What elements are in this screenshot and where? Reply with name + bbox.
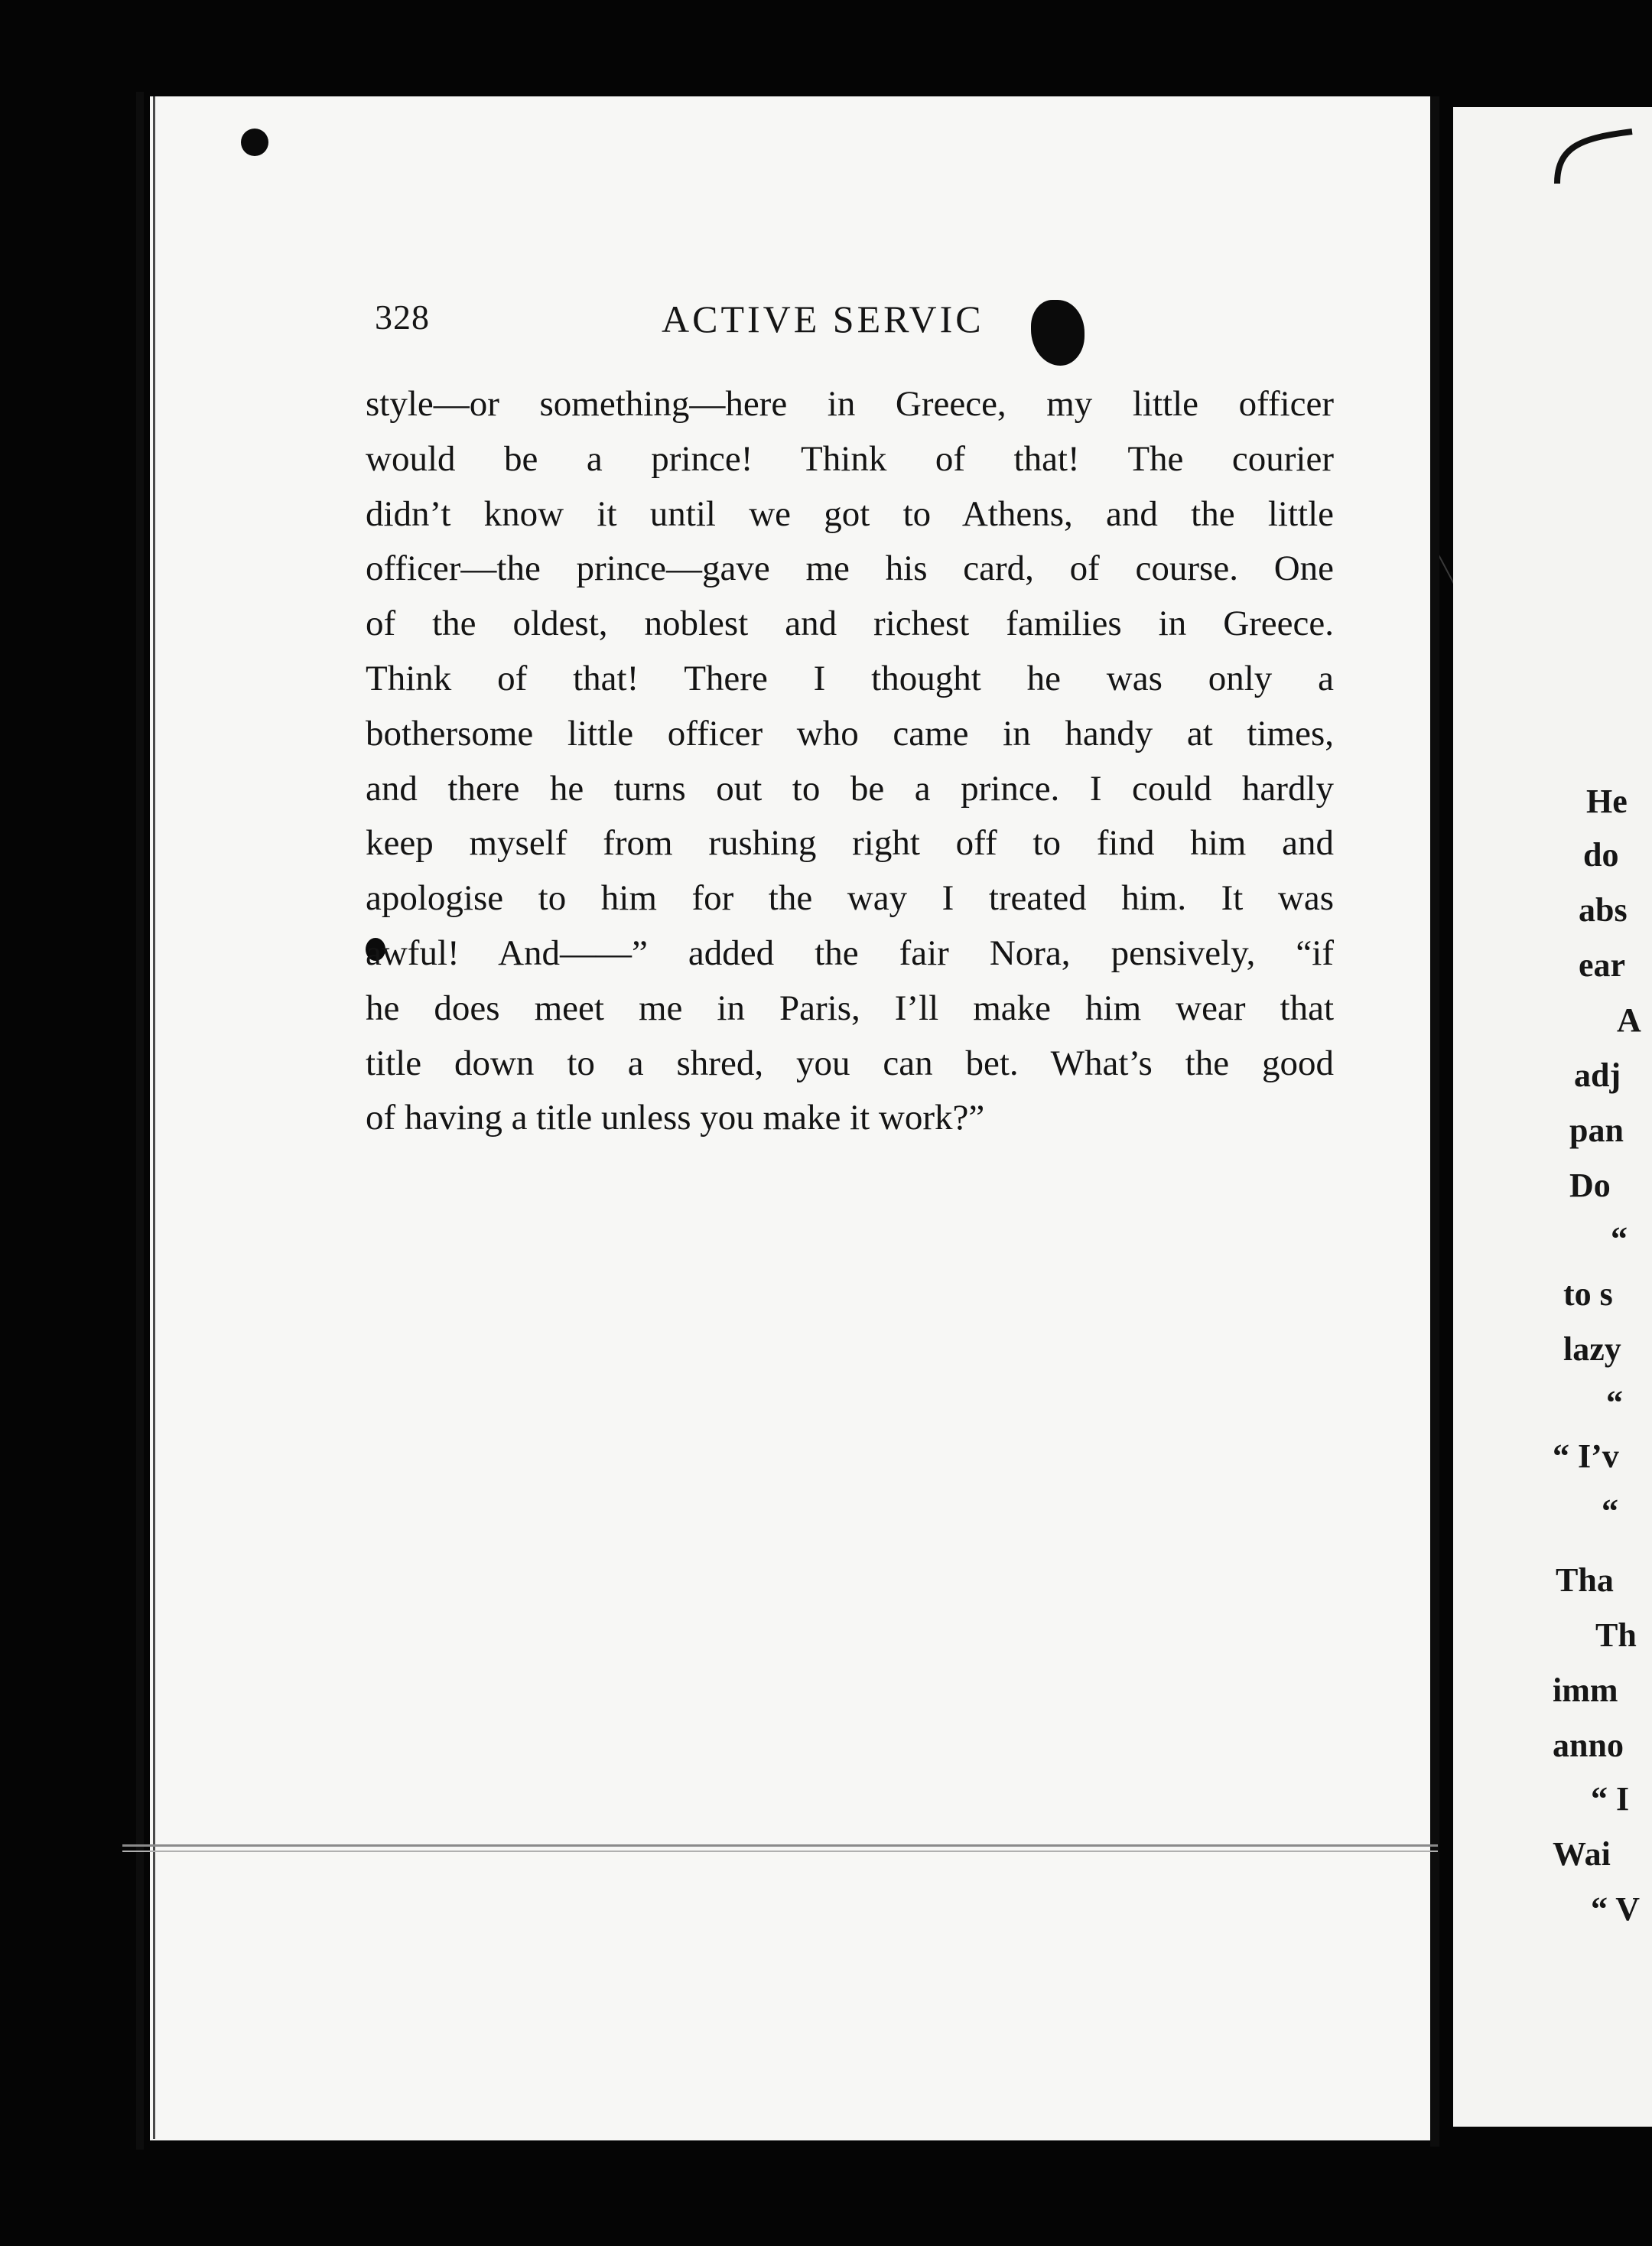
text-line: would be a prince! Think of that! The courier xyxy=(366,438,1334,479)
page-number: 328 xyxy=(375,298,430,337)
facing-fragment: He xyxy=(1586,783,1628,820)
facing-fragment: do xyxy=(1583,836,1619,874)
left-binding-line xyxy=(136,92,144,2150)
text-line: of having a title unless you make it work?” xyxy=(366,1098,985,1138)
facing-fragment: “ I’v xyxy=(1553,1437,1619,1475)
page-bottom-rule xyxy=(122,1844,1438,1847)
text-line: he does meet me in Paris, I’ll make him wear that xyxy=(366,988,1334,1028)
facing-fragment: anno xyxy=(1553,1727,1624,1764)
facing-fragment: “ I xyxy=(1591,1780,1630,1818)
page-bottom-rule-2 xyxy=(122,1851,1438,1852)
text-line: officer—the prince—gave me his card, of course. One xyxy=(366,548,1334,589)
ink-speck xyxy=(241,129,268,156)
text-line: didn’t know it until we got to Athens, and the little xyxy=(366,493,1334,534)
gutter-line xyxy=(1430,96,1439,2147)
facing-fragment: Th xyxy=(1595,1616,1637,1654)
facing-fragment: abs xyxy=(1579,891,1628,929)
text-line: of the oldest, noblest and richest families in Greece. xyxy=(366,604,1334,644)
left-binding-line-thin xyxy=(153,96,155,2139)
running-head: ACTIVE SERVIC xyxy=(662,298,984,340)
text-line: bothersome little officer who came in handy at times, xyxy=(366,713,1334,754)
text-line: Think of that! There I thought he was only a xyxy=(366,658,1334,698)
text-line: awful! And——” added the fair Nora, pensively, “if xyxy=(366,933,1334,973)
text-line: and there he turns out to be a prince. I could hardly xyxy=(366,768,1334,809)
facing-fragment: “ V xyxy=(1591,1890,1640,1928)
facing-fragment: pan xyxy=(1569,1112,1624,1149)
facing-fragment: Do xyxy=(1569,1167,1611,1204)
facing-fragment: A xyxy=(1617,1001,1641,1039)
facing-fragment: Wai xyxy=(1553,1835,1611,1873)
facing-fragment: “ xyxy=(1611,1220,1628,1258)
text-line: apologise to him for the way I treated him. It was xyxy=(366,878,1334,919)
facing-fragment: adj xyxy=(1574,1056,1621,1094)
text-line: title down to a shred, you can bet. What’s the good xyxy=(366,1043,1334,1083)
facing-fragment: imm xyxy=(1553,1671,1618,1709)
body-text xyxy=(366,377,1334,1146)
facing-fragment: ear xyxy=(1579,946,1626,984)
facing-fragment: Tha xyxy=(1556,1561,1614,1599)
facing-fragment: lazy xyxy=(1563,1330,1621,1368)
facing-fragment: “ xyxy=(1606,1384,1623,1421)
text-line: keep myself from rushing right off to find him and xyxy=(366,823,1334,864)
ornament-icon xyxy=(1553,122,1632,191)
facing-fragment: to s xyxy=(1563,1275,1613,1313)
facing-fragment: “ xyxy=(1602,1492,1618,1530)
text-line: style—or something—here in Greece, my little officer xyxy=(366,384,1334,424)
